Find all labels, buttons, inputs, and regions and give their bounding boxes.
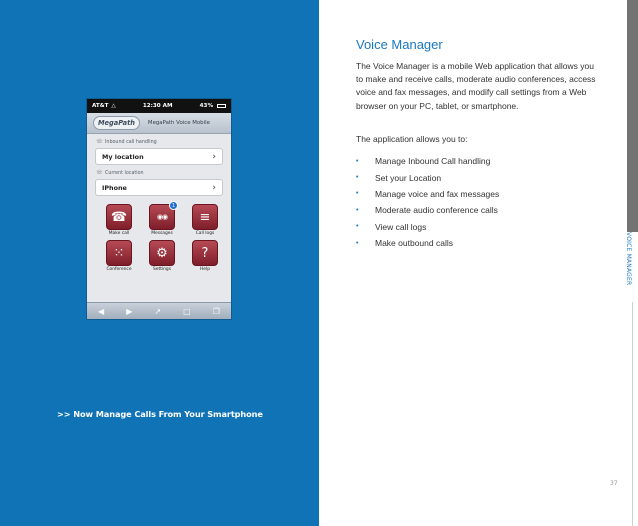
phone-handset-icon: ☏ — [96, 170, 103, 176]
bullet-icon: • — [356, 206, 359, 214]
list-item-text: Moderate audio conference calls — [375, 205, 498, 216]
time-label: 12:30 AM — [142, 103, 173, 109]
list-item — [356, 219, 499, 235]
voicemail-icon — [149, 204, 175, 230]
margin-divider — [632, 302, 633, 526]
bullet-icon: • — [356, 157, 359, 165]
list-item — [356, 202, 499, 218]
caption: >> Now Manage Calls From Your Smartphone — [57, 409, 263, 419]
battery-label: 43% — [199, 103, 214, 109]
list-item — [356, 235, 499, 251]
call-logs-tile[interactable] — [189, 204, 221, 236]
carrier-group — [92, 103, 116, 109]
current-location-label: Current location — [105, 170, 144, 176]
chevron-right-icon: › — [212, 182, 216, 193]
bullet-icon: • — [356, 239, 359, 247]
status-bar — [87, 99, 231, 113]
list-item — [356, 186, 499, 202]
wifi-icon: △ — [111, 103, 116, 109]
bullet-icon: • — [356, 174, 359, 182]
tile-label: Call logs — [195, 231, 215, 236]
feature-list — [356, 153, 499, 251]
chevron-right-icon: › — [212, 151, 216, 162]
messages-tile[interactable] — [146, 204, 178, 236]
forward-icon[interactable]: ▶ — [126, 306, 133, 316]
list-item-text: Set your Location — [375, 172, 442, 183]
phone-icon: ☎ — [106, 204, 132, 230]
section-tab-text: VOICE MANAGER — [625, 232, 632, 286]
carrier-label: AT&T — [92, 103, 109, 109]
tile-label: Help — [199, 267, 210, 272]
section-tab — [627, 0, 638, 232]
list-item — [356, 153, 499, 169]
list-item-text: View call logs — [375, 221, 427, 232]
inbound-call-handling-selector[interactable] — [95, 148, 223, 165]
lead-sentence: The application allows you to: — [356, 134, 468, 144]
make-call-tile[interactable] — [103, 204, 135, 236]
tile-label: Settings — [152, 267, 171, 272]
bullet-icon: • — [356, 190, 359, 198]
voicemail-glyph: ◉◉ — [156, 213, 168, 221]
message-count-badge: 1 — [169, 201, 178, 210]
megapath-logo: MegaPath — [93, 116, 140, 130]
list-item-text: Make outbound calls — [375, 238, 453, 249]
help-icon: ? — [192, 240, 218, 266]
app-title: MegaPath Voice Mobile — [147, 120, 210, 126]
current-location-selector[interactable] — [95, 179, 223, 196]
bullet-icon: • — [356, 223, 359, 231]
list-item-text: Manage Inbound Call handling — [375, 156, 491, 167]
conference-tile[interactable] — [103, 240, 135, 272]
app-header — [87, 113, 231, 134]
phone-handset-icon: ☏ — [96, 139, 103, 145]
section-tab-label — [625, 232, 638, 302]
battery-group — [200, 103, 226, 109]
intro-paragraph: The Voice Manager is a mobile Web application that allows you to make and receive calls, moderate audio conferences, access voice and fax messages, and modify call settings from a Web browser on your PC, tablet, or smartphone. — [356, 61, 596, 111]
list-item-text: Manage voice and fax messages — [375, 188, 500, 199]
current-location-value: IPhone — [102, 183, 127, 192]
bookmarks-icon[interactable]: □ — [183, 306, 191, 316]
list-item — [356, 169, 499, 185]
tabs-icon[interactable]: ❐ — [212, 306, 220, 316]
settings-tile[interactable] — [146, 240, 178, 272]
help-tile[interactable] — [189, 240, 221, 272]
conference-icon: ⁙ — [106, 240, 132, 266]
list-icon: ≡ — [192, 204, 218, 230]
share-icon[interactable]: ↗ — [154, 306, 162, 316]
inbound-section-label — [96, 139, 231, 145]
inbound-label: Inbound call handling — [105, 139, 157, 145]
gear-icon: ⚙ — [149, 240, 175, 266]
phone-screenshot — [86, 98, 232, 320]
current-location-section-label — [96, 170, 231, 176]
inbound-value: My location — [102, 152, 144, 161]
page-title: Voice Manager — [356, 37, 443, 52]
tile-label: Make call — [108, 231, 130, 236]
app-tile-grid — [103, 204, 231, 272]
battery-icon — [217, 104, 226, 108]
browser-toolbar — [87, 302, 231, 319]
tile-label: Conference — [106, 267, 132, 272]
tile-label: Messages — [151, 231, 173, 236]
back-icon[interactable]: ◀ — [98, 306, 105, 316]
page-number: 37 — [610, 480, 618, 487]
